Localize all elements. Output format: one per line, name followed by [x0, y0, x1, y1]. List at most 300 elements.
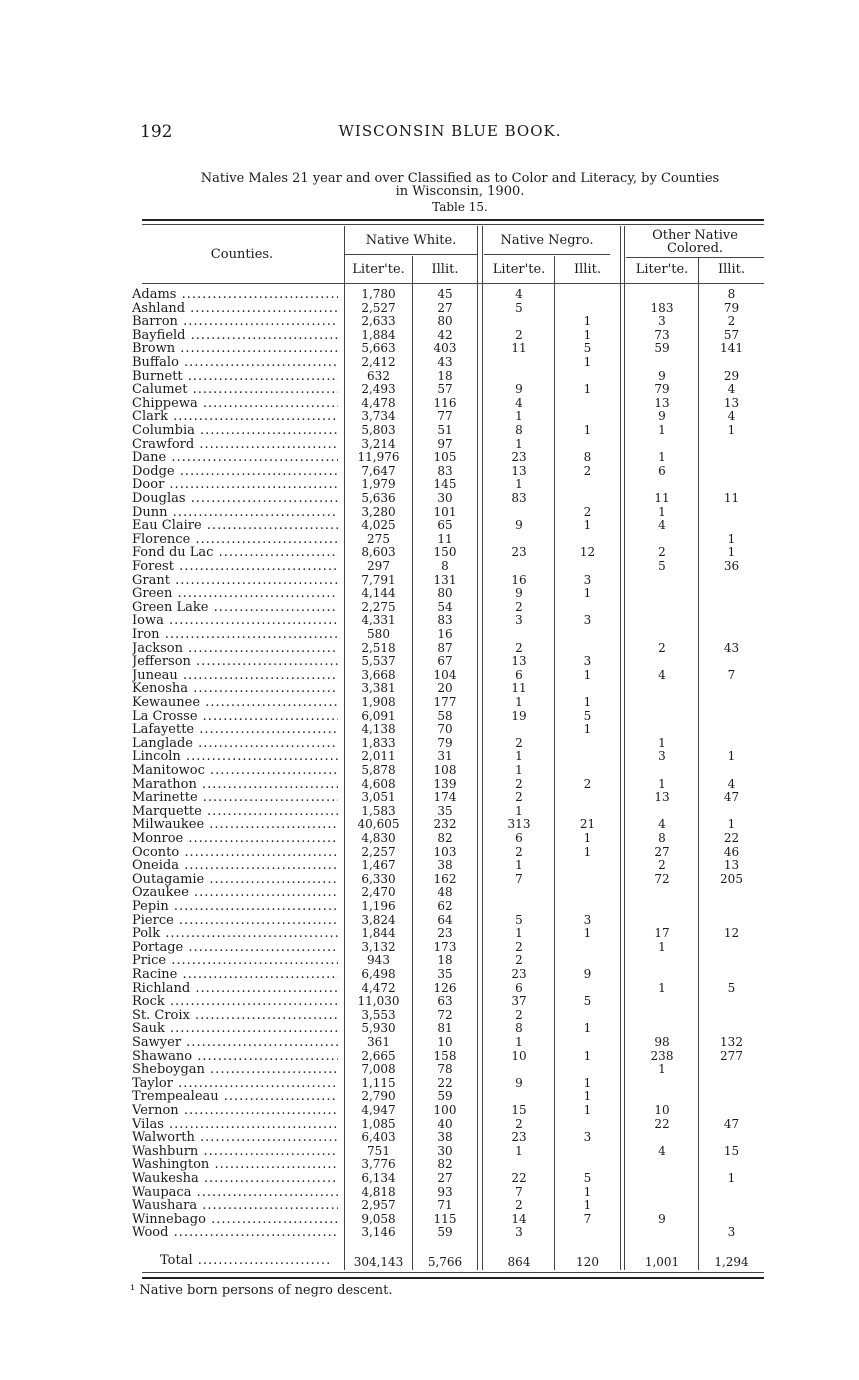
county-name: Door .....: [132, 478, 338, 492]
nn-literate-cell: 1: [515, 803, 523, 818]
nw-literate-cell: 6,091: [361, 708, 396, 723]
nn-literate-cell: 6: [515, 667, 523, 682]
nw-illit-cell: 177: [433, 695, 457, 709]
nw-illit-cell: 100: [433, 1103, 457, 1117]
oc-literate-cell: 17: [654, 926, 670, 941]
oc-illit-cell: 1: [727, 817, 736, 832]
oc-literate-cell: 4: [658, 1143, 666, 1158]
nw-literate-cell: 5,636: [361, 491, 396, 505]
nn-literate-cell: 9: [515, 586, 523, 601]
nn-illit-cell: 1: [583, 1103, 592, 1117]
nw-illit-cell: 79: [437, 735, 453, 750]
nw-literate-cell: 3,051: [361, 790, 396, 805]
nn-illit-cell: 2: [583, 504, 592, 519]
oc-literate-cell: 73: [654, 327, 670, 342]
nn-literate-cell: 1: [515, 477, 523, 492]
county-name: Dodge .....: [132, 465, 338, 479]
county-name: Marquette .....: [132, 805, 338, 819]
nn-literate-cell: 23: [511, 1130, 527, 1145]
oc-literate-cell: 72: [654, 871, 670, 886]
nw-literate-cell: 1,833: [361, 735, 396, 750]
nw-illit-cell: 58: [437, 708, 453, 723]
nn-literate-cell: 7: [515, 871, 523, 886]
colored-header: Colored.: [666, 241, 724, 256]
oc-illit-cell: 277: [720, 1048, 743, 1063]
nn-literate-cell: 16: [511, 572, 527, 587]
nw-literate-cell: 4,138: [361, 722, 396, 737]
county-name: Sheboygan .....: [132, 1063, 338, 1077]
table-number: Table 15.: [432, 200, 488, 214]
nw-literate-cell: 1,884: [361, 327, 396, 342]
nw-literate-cell: 1,780: [361, 287, 396, 301]
nw-literate-cell: 2,790: [361, 1089, 396, 1104]
nn-literate-cell: 1: [515, 409, 523, 424]
nw-illit-cell: 80: [437, 314, 453, 329]
county-name: Washington .....: [132, 1158, 338, 1172]
oc-illit-cell: 13: [723, 395, 740, 410]
nn-literate-cell: 2: [515, 640, 523, 655]
county-name: Forest .....: [132, 560, 338, 574]
nn-literate-cell: 8: [515, 423, 523, 437]
county-name: St. Croix .....: [132, 1009, 338, 1023]
nw-illit-cell: 30: [437, 1143, 453, 1158]
county-name: Langlade .....: [132, 737, 338, 751]
nn-literate-cell: 10: [511, 1048, 527, 1063]
nn-literate-cell: 313: [507, 817, 531, 832]
oc-illit-cell: 8: [727, 287, 736, 301]
nn-illit-cell: 3: [583, 654, 592, 669]
county-name: Washburn .....: [132, 1145, 338, 1159]
nn-illit-cell: 1: [583, 1089, 592, 1104]
nw-literate-cell: 2,527: [361, 300, 396, 315]
oc-literate-cell: 1: [658, 776, 666, 791]
nn-illit-cell: 3: [583, 1130, 592, 1145]
nn-illit-cell: 2: [583, 776, 592, 791]
nn-literate-cell: 11: [511, 341, 527, 356]
oc-illit-cell: 205: [720, 871, 743, 886]
nw-literate-cell: 3,824: [361, 912, 396, 927]
nn-illit-cell: 3: [583, 613, 592, 628]
county-name: Taylor .....: [132, 1077, 338, 1091]
county-name: Waushara .....: [132, 1199, 338, 1213]
county-name: Marathon .....: [132, 778, 338, 792]
oc-literate-cell: 11: [654, 491, 670, 505]
county-name: Burnett .....: [132, 370, 338, 384]
nn-literate-cell: 6: [515, 831, 523, 845]
nw-literate-cell: 11,976: [357, 450, 400, 465]
oc-illit-cell: 141: [720, 341, 743, 356]
total-oc-illit: 1,294: [714, 1255, 749, 1269]
oc-illit-cell: 11: [723, 491, 740, 505]
oc-illit-header: Illit.: [718, 262, 745, 277]
nw-illit-cell: 78: [437, 1062, 453, 1077]
nn-illit-cell: 1: [583, 695, 592, 709]
nn-illit-cell: 1: [583, 327, 592, 342]
nw-illit-cell: 83: [437, 613, 453, 628]
nw-literate-cell: 943: [367, 953, 390, 968]
nw-literate-cell: 3,776: [361, 1157, 396, 1172]
county-name: Vilas .....: [132, 1118, 338, 1132]
county-name: Wood .....: [132, 1226, 338, 1240]
county-name: Trempealeau .....: [132, 1090, 338, 1104]
oc-literate-cell: 4: [658, 817, 666, 832]
oc-literate-cell: 1: [658, 504, 666, 519]
county-name: Jackson .....: [132, 642, 338, 656]
nn-literate-cell: 2: [515, 1007, 523, 1022]
oc-literate-cell: 27: [654, 844, 670, 859]
oc-literate-cell: 2: [658, 858, 666, 873]
nw-literate-cell: 2,633: [361, 314, 396, 329]
nw-illit-cell: 59: [437, 1225, 453, 1240]
header-bottom-rule: [142, 283, 764, 284]
nw-literate-cell: 2,665: [361, 1048, 396, 1063]
nw-literate-cell: 361: [367, 1035, 390, 1049]
county-name: Lafayette .....: [132, 723, 338, 737]
nw-illit-cell: 16: [437, 627, 453, 641]
nn-literate-header: Liter'te.: [492, 262, 546, 277]
county-name: Florence .....: [132, 533, 338, 547]
county-name: Calumet .....: [132, 383, 338, 397]
nw-literate-cell: 4,025: [361, 518, 396, 533]
nn-illit-cell: 1: [583, 382, 592, 397]
nw-illit-cell: 57: [437, 382, 453, 397]
nn-literate-cell: 1: [515, 858, 523, 873]
nw-literate-cell: 1,908: [361, 695, 396, 709]
nn-illit-cell: 7: [583, 1211, 592, 1226]
nw-illit-cell: 18: [437, 368, 453, 383]
oc-literate-cell: 3: [658, 314, 666, 329]
nw-literate-cell: 2,275: [361, 599, 396, 614]
nw-literate-cell: 3,381: [361, 681, 396, 696]
nw-illit-cell: 30: [437, 491, 453, 505]
nw-illit-cell: 139: [433, 776, 457, 791]
nw-literate-cell: 632: [367, 368, 390, 383]
nw-illit-cell: 150: [433, 545, 457, 560]
nw-literate-cell: 4,818: [361, 1184, 396, 1199]
nw-illit-cell: 77: [437, 409, 453, 424]
nw-illit-cell: 103: [433, 844, 457, 859]
nn-illit-cell: 3: [583, 912, 592, 927]
col-divider: [624, 226, 625, 1270]
nn-illit-cell: 1: [583, 1021, 592, 1036]
county-name: Monroe .....: [132, 832, 338, 846]
nw-literate-cell: 2,470: [361, 885, 396, 900]
nw-illit-header: Illit.: [431, 262, 459, 277]
nw-illit-cell: 63: [437, 994, 453, 1009]
county-name: Oneida .....: [132, 859, 338, 873]
nn-literate-cell: 2: [515, 953, 523, 968]
county-name: Price .....: [132, 954, 338, 968]
oc-literate-cell: 79: [654, 382, 670, 397]
oc-literate-cell: 4: [658, 667, 666, 682]
county-name: Winnebago .....: [132, 1213, 338, 1227]
nn-illit-cell: 1: [583, 423, 592, 437]
county-name: Marinette .....: [132, 791, 338, 805]
nw-literate-cell: 2,011: [361, 749, 396, 764]
oc-illit-cell: 22: [723, 831, 740, 845]
nw-literate-cell: 6,134: [361, 1171, 396, 1185]
nw-literate-cell: 4,947: [361, 1103, 396, 1117]
nn-illit-cell: 9: [583, 967, 592, 981]
oc-literate-cell: 9: [658, 1211, 666, 1226]
nn-literate-cell: 1: [515, 1143, 523, 1158]
nw-illit-cell: 40: [437, 1116, 453, 1131]
nn-literate-cell: 11: [511, 681, 527, 696]
county-name: Iowa .....: [132, 614, 338, 628]
nw-literate-cell: 7,008: [361, 1062, 396, 1077]
native-negro-subrule: [484, 254, 610, 255]
oc-illit-cell: 79: [723, 300, 740, 315]
nw-literate-cell: 9,058: [361, 1211, 396, 1226]
county-name: Vernon .....: [132, 1104, 338, 1118]
county-name: Outagamie .....: [132, 873, 338, 887]
total-nw-illit: 5,766: [427, 1255, 463, 1269]
nn-illit-cell: 5: [583, 341, 592, 356]
oc-illit-cell: 29: [723, 368, 740, 383]
nn-illit-cell: 1: [583, 1075, 592, 1090]
nw-literate-cell: 3,553: [361, 1007, 396, 1022]
nn-illit-cell: 1: [583, 355, 592, 369]
nw-literate-cell: 3,214: [361, 436, 396, 451]
nn-illit-cell: 1: [583, 1184, 592, 1199]
nw-literate-cell: 4,331: [361, 613, 396, 628]
nn-literate-cell: 23: [511, 545, 527, 560]
table-top-rule-thin: [142, 224, 764, 225]
nw-literate-cell: 8,603: [361, 545, 396, 560]
oc-illit-cell: 7: [727, 667, 736, 682]
nw-illit-cell: 97: [437, 436, 453, 451]
county-name: Dane .....: [132, 451, 338, 465]
nw-illit-cell: 48: [437, 885, 453, 900]
nw-illit-cell: 27: [437, 300, 453, 315]
oc-illit-cell: 13: [723, 858, 740, 873]
other-colored-subrule: [626, 257, 764, 258]
nn-literate-cell: 13: [511, 654, 527, 669]
nw-illit-cell: 87: [437, 640, 453, 655]
page-number: 192: [140, 122, 173, 142]
nw-illit-cell: 115: [433, 1211, 457, 1226]
oc-literate-cell: 13: [654, 395, 670, 410]
nn-literate-cell: 15: [511, 1103, 527, 1117]
nn-literate-cell: 9: [515, 518, 523, 533]
nw-illit-cell: 173: [433, 939, 457, 954]
nw-illit-cell: 62: [437, 899, 453, 913]
nw-illit-cell: 82: [437, 831, 453, 845]
nw-illit-cell: 72: [437, 1007, 453, 1022]
county-name: Polk .....: [132, 927, 338, 941]
nn-literate-cell: 2: [515, 844, 523, 859]
nw-literate-cell: 3,132: [361, 939, 396, 954]
oc-illit-cell: 1: [727, 1171, 736, 1185]
nn-literate-cell: 83: [511, 491, 527, 505]
nn-illit-cell: 1: [583, 844, 592, 859]
total-nw-literate: 304,143: [353, 1255, 404, 1269]
nw-literate-header: Liter'te.: [352, 262, 405, 277]
nn-literate-cell: 2: [515, 327, 523, 342]
county-name: Shawano .....: [132, 1050, 338, 1064]
nn-illit-cell: 1: [583, 831, 592, 845]
oc-literate-cell: 1: [658, 735, 666, 750]
county-name: Rock .....: [132, 995, 338, 1009]
nw-illit-cell: 101: [433, 504, 457, 519]
nn-illit-cell: 5: [583, 1171, 592, 1185]
county-name: Sauk .....: [132, 1022, 338, 1036]
nw-literate-cell: 7,647: [361, 463, 396, 478]
nw-literate-cell: 11,030: [357, 994, 400, 1009]
nw-illit-cell: 54: [437, 599, 453, 614]
nw-literate-cell: 2,518: [361, 640, 396, 655]
nn-illit-cell: 12: [579, 545, 596, 560]
oc-literate-cell: 59: [654, 341, 670, 356]
county-name: Green .....: [132, 587, 338, 601]
nw-illit-cell: 126: [433, 980, 457, 995]
nn-literate-cell: 4: [515, 287, 523, 301]
nw-literate-cell: 580: [367, 627, 390, 641]
oc-illit-cell: 4: [727, 776, 736, 791]
nw-literate-cell: 3,668: [361, 667, 396, 682]
nw-literate-cell: 1,115: [361, 1075, 396, 1090]
nw-illit-cell: 64: [437, 912, 453, 927]
nn-literate-cell: 23: [511, 450, 527, 465]
oc-illit-cell: 12: [723, 926, 740, 941]
nw-literate-cell: 5,663: [361, 341, 396, 356]
nw-illit-cell: 70: [437, 722, 453, 737]
county-name: Manitowoc .....: [132, 764, 338, 778]
nn-literate-cell: 5: [515, 300, 523, 315]
nw-illit-cell: 403: [433, 341, 457, 356]
nw-illit-cell: 116: [433, 395, 457, 410]
oc-illit-cell: 1: [727, 423, 736, 437]
nw-literate-cell: 1,196: [361, 899, 396, 913]
other-native-header: Other Native: [652, 228, 738, 243]
oc-illit-cell: 3: [727, 1225, 736, 1240]
nw-literate-cell: 1,979: [361, 477, 396, 492]
oc-illit-cell: 47: [723, 1116, 740, 1131]
nw-literate-cell: 1,085: [361, 1116, 396, 1131]
county-name: Iron .....: [132, 628, 338, 642]
oc-literate-cell: 5: [658, 559, 666, 573]
nn-literate-cell: 2: [515, 1198, 523, 1213]
native-negro-header: Native Negro.: [500, 233, 594, 248]
nn-illit-cell: 1: [583, 722, 592, 737]
nw-literate-cell: 5,803: [361, 423, 396, 437]
total-rule: [142, 1272, 764, 1273]
nw-illit-cell: 67: [437, 654, 453, 669]
nn-literate-cell: 1: [515, 749, 523, 764]
nw-illit-cell: 18: [437, 953, 453, 968]
nn-literate-cell: 2: [515, 790, 523, 805]
oc-literate-cell: 1: [658, 423, 666, 437]
oc-literate-header: Liter'te.: [635, 262, 689, 277]
nw-literate-cell: 3,280: [361, 504, 396, 519]
oc-illit-cell: 1: [727, 545, 736, 560]
county-name: Jefferson .....: [132, 655, 338, 669]
oc-literate-cell: 1: [658, 1062, 666, 1077]
county-name: Fond du Lac .....: [132, 546, 338, 560]
nn-literate-cell: 1: [515, 1035, 523, 1049]
county-name: Portage .....: [132, 941, 338, 955]
nn-illit-cell: 8: [583, 450, 592, 465]
nw-illit-cell: 71: [437, 1198, 453, 1213]
nn-literate-cell: 2: [515, 1116, 523, 1131]
county-name: Columbia .....: [132, 424, 338, 438]
nw-illit-cell: 11: [437, 531, 453, 546]
nw-illit-cell: 158: [433, 1048, 457, 1063]
nn-literate-cell: 4: [515, 395, 523, 410]
oc-literate-cell: 6: [658, 463, 666, 478]
nw-literate-cell: 5,537: [361, 654, 396, 669]
nn-illit-cell: 1: [583, 1048, 592, 1063]
nw-literate-cell: 1,844: [361, 926, 396, 941]
col-divider: [477, 226, 478, 1270]
nn-literate-cell: 1: [515, 695, 523, 709]
nn-literate-cell: 1: [515, 926, 523, 941]
county-name: Ozaukee .....: [132, 886, 338, 900]
native-white-header: Native White.: [365, 233, 457, 248]
nw-literate-cell: 3,146: [361, 1225, 396, 1240]
nw-illit-cell: 22: [437, 1075, 453, 1090]
nw-illit-cell: 83: [437, 463, 453, 478]
nn-literate-cell: 7: [515, 1184, 523, 1199]
nw-literate-cell: 4,608: [361, 776, 396, 791]
county-name: Waukesha .....: [132, 1172, 338, 1186]
nw-literate-cell: 5,878: [361, 763, 396, 777]
table-caption-line2: in Wisconsin, 1900.: [395, 184, 525, 199]
county-name: Grant .....: [132, 574, 338, 588]
nn-literate-cell: 1: [515, 763, 523, 777]
nn-literate-cell: 9: [515, 382, 523, 397]
county-name: Barron .....: [132, 315, 338, 329]
nn-literate-cell: 37: [511, 994, 527, 1009]
nw-literate-cell: 4,478: [361, 395, 396, 410]
nn-illit-cell: 3: [583, 572, 592, 587]
nn-literate-cell: 13: [511, 463, 527, 478]
nn-literate-cell: 1: [515, 436, 523, 451]
oc-illit-cell: 47: [723, 790, 740, 805]
nw-illit-cell: 42: [437, 327, 453, 342]
col-divider: [554, 256, 555, 1270]
oc-illit-cell: 132: [720, 1035, 743, 1049]
nn-illit-cell: 1: [583, 667, 592, 682]
nn-literate-cell: 2: [515, 735, 523, 750]
county-name: Pierce .....: [132, 914, 338, 928]
nw-illit-cell: 8: [441, 559, 449, 573]
nw-literate-cell: 2,957: [361, 1198, 396, 1213]
nw-illit-cell: 174: [433, 790, 457, 805]
county-name: Dunn .....: [132, 506, 338, 520]
nn-illit-cell: 5: [583, 994, 592, 1009]
oc-illit-cell: 5: [727, 980, 736, 995]
nw-literate-cell: 4,144: [361, 586, 396, 601]
oc-literate-cell: 98: [654, 1035, 670, 1049]
nw-illit-cell: 108: [433, 763, 457, 777]
oc-literate-cell: 2: [658, 640, 666, 655]
nn-illit-cell: 1: [583, 518, 592, 533]
nw-literate-cell: 1,583: [361, 803, 396, 818]
nn-illit-header: Illit.: [574, 262, 601, 277]
oc-illit-cell: 46: [723, 844, 740, 859]
county-name: Richland .....: [132, 982, 338, 996]
nw-literate-cell: 297: [367, 559, 390, 573]
nn-illit-cell: 2: [583, 463, 592, 478]
nn-literate-cell: 22: [511, 1171, 527, 1185]
nw-literate-cell: 4,830: [361, 831, 396, 845]
county-name: Eau Claire .....: [132, 519, 338, 533]
county-name: Kewaunee .....: [132, 696, 338, 710]
oc-illit-cell: 1: [727, 749, 736, 764]
col-divider: [620, 226, 621, 1270]
nw-literate-cell: 2,493: [361, 382, 396, 397]
